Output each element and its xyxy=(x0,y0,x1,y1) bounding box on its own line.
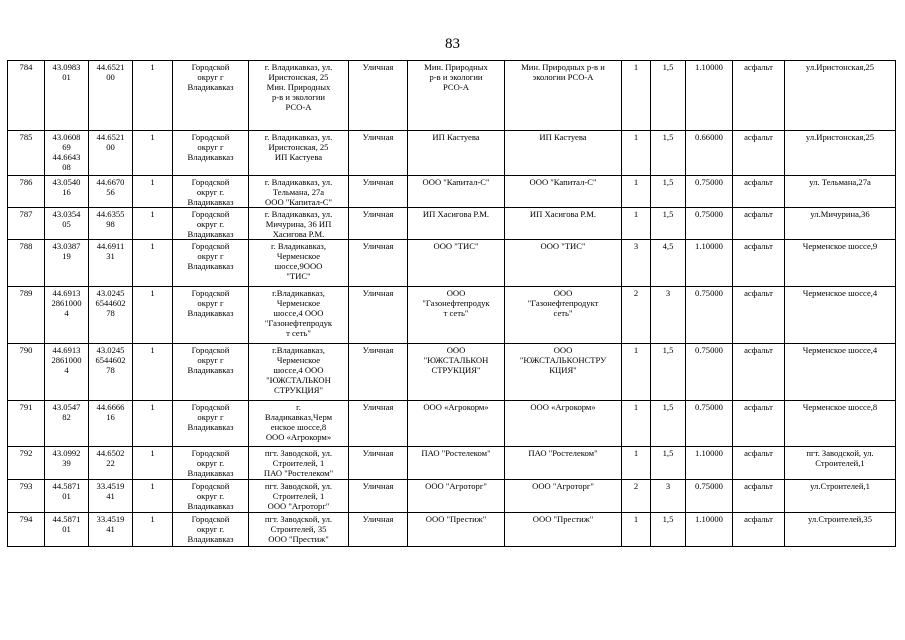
volume-cell: 1,5 xyxy=(651,61,686,131)
district-cell: Городской округ г. Владикавказ xyxy=(173,176,249,208)
site-count-cell: 1 xyxy=(133,61,173,131)
latitude-cell: 43.0983 01 xyxy=(45,61,89,131)
container-count-cell: 1 xyxy=(622,513,651,547)
container-count-cell: 1 xyxy=(622,401,651,447)
address-cell: г. Владикавказ, ул. Тельмана, 27а ООО "Капитал-С" xyxy=(249,176,349,208)
address-cell: пгт. Заводской, ул. Строителей, 1 ПАО "Ростелеком" xyxy=(249,447,349,480)
location-cell: ул.Мичурина,36 xyxy=(785,208,896,240)
row-number-cell: 786 xyxy=(8,176,45,208)
owner-cell: ООО "ЮЖСТАЛЬКОН СТРУКЦИЯ" xyxy=(408,344,505,401)
surface-cell: асфальт xyxy=(733,447,785,480)
capacity-cell: 0.75000 xyxy=(686,176,733,208)
capacity-cell: 0.75000 xyxy=(686,401,733,447)
capacity-cell: 1.10000 xyxy=(686,447,733,480)
site-type-cell: Уличная xyxy=(349,208,408,240)
volume-cell: 1,5 xyxy=(651,401,686,447)
operator-cell: ООО «Агрокорм» xyxy=(505,401,622,447)
owner-cell: ООО "Агроторг" xyxy=(408,480,505,513)
site-type-cell: Уличная xyxy=(349,447,408,480)
owner-cell: ИП Кастуева xyxy=(408,131,505,176)
operator-cell: ООО "Престиж" xyxy=(505,513,622,547)
container-count-cell: 1 xyxy=(622,344,651,401)
volume-cell: 1,5 xyxy=(651,447,686,480)
location-cell: ул.Строителей,1 xyxy=(785,480,896,513)
operator-cell: ООО "Газонефтепродукт сеть" xyxy=(505,287,622,344)
longitude-cell: 33.4519 41 xyxy=(89,513,133,547)
site-count-cell: 1 xyxy=(133,287,173,344)
table-row xyxy=(8,176,896,208)
location-cell: Черменское шоссе,4 xyxy=(785,344,896,401)
capacity-cell: 0.75000 xyxy=(686,287,733,344)
longitude-cell: 33.4519 41 xyxy=(89,480,133,513)
district-cell: Городской округ г Владикавказ xyxy=(173,401,249,447)
volume-cell: 1,5 xyxy=(651,131,686,176)
capacity-cell: 0.66000 xyxy=(686,131,733,176)
address-cell: пгт. Заводской, ул. Строителей, 35 ООО "Престиж" xyxy=(249,513,349,547)
row-number-cell: 791 xyxy=(8,401,45,447)
site-count-cell: 1 xyxy=(133,176,173,208)
row-number-cell: 789 xyxy=(8,287,45,344)
site-type-cell: Уличная xyxy=(349,176,408,208)
row-number-cell: 794 xyxy=(8,513,45,547)
owner-cell: ООО "Капитал-С" xyxy=(408,176,505,208)
longitude-cell: 44.6502 22 xyxy=(89,447,133,480)
latitude-cell: 44.6913 2861000 4 xyxy=(45,344,89,401)
capacity-cell: 0.75000 xyxy=(686,344,733,401)
container-count-cell: 1 xyxy=(622,131,651,176)
owner-cell: ООО "Газонефтепродук т сеть" xyxy=(408,287,505,344)
container-count-cell: 2 xyxy=(622,287,651,344)
site-count-cell: 1 xyxy=(133,480,173,513)
surface-cell: асфальт xyxy=(733,480,785,513)
longitude-cell: 44.6355 98 xyxy=(89,208,133,240)
table-row xyxy=(8,344,896,401)
location-cell: Черменское шоссе,4 xyxy=(785,287,896,344)
surface-cell: асфальт xyxy=(733,240,785,287)
registry-table xyxy=(7,60,896,547)
location-cell: ул. Тельмана,27а xyxy=(785,176,896,208)
table-row xyxy=(8,208,896,240)
site-type-cell: Уличная xyxy=(349,513,408,547)
address-cell: г. Владикавказ, ул. Мичурина, 36 ИП Хасигова Р.М. xyxy=(249,208,349,240)
container-count-cell: 2 xyxy=(622,480,651,513)
owner-cell: ООО "ТИС" xyxy=(408,240,505,287)
site-type-cell: Уличная xyxy=(349,480,408,513)
latitude-cell: 43.0387 19 xyxy=(45,240,89,287)
owner-cell: ИП Хасигова Р.М. xyxy=(408,208,505,240)
address-cell: г. Владикавказ, ул. Иристонская, 25 Мин. Природных р-в и экологии РСО-А xyxy=(249,61,349,131)
row-number-cell: 785 xyxy=(8,131,45,176)
volume-cell: 3 xyxy=(651,480,686,513)
table-row xyxy=(8,480,896,513)
volume-cell: 4,5 xyxy=(651,240,686,287)
registry-table-body xyxy=(8,61,896,547)
owner-cell: ООО "Престиж" xyxy=(408,513,505,547)
operator-cell: Мин. Природных р-в и экологии РСО-А xyxy=(505,61,622,131)
site-type-cell: Уличная xyxy=(349,240,408,287)
longitude-cell: 44.6670 56 xyxy=(89,176,133,208)
operator-cell: ООО "Агроторг" xyxy=(505,480,622,513)
table-row xyxy=(8,240,896,287)
table-row xyxy=(8,513,896,547)
surface-cell: асфальт xyxy=(733,61,785,131)
volume-cell: 1,5 xyxy=(651,513,686,547)
row-number-cell: 784 xyxy=(8,61,45,131)
operator-cell: ПАО "Ростелеком" xyxy=(505,447,622,480)
operator-cell: ИП Кастуева xyxy=(505,131,622,176)
site-type-cell: Уличная xyxy=(349,131,408,176)
container-count-cell: 1 xyxy=(622,447,651,480)
surface-cell: асфальт xyxy=(733,344,785,401)
district-cell: Городской округ г Владикавказ xyxy=(173,344,249,401)
longitude-cell: 44.6521 00 xyxy=(89,61,133,131)
location-cell: пгт. Заводской, ул. Строителей,1 xyxy=(785,447,896,480)
address-cell: пгт. Заводской, ул. Строителей, 1 ООО "Агроторг" xyxy=(249,480,349,513)
surface-cell: асфальт xyxy=(733,176,785,208)
capacity-cell: 0.75000 xyxy=(686,480,733,513)
latitude-cell: 43.0608 69 44.6643 08 xyxy=(45,131,89,176)
location-cell: Черменское шоссе,9 xyxy=(785,240,896,287)
latitude-cell: 44.5871 01 xyxy=(45,513,89,547)
location-cell: Черменское шоссе,8 xyxy=(785,401,896,447)
site-count-cell: 1 xyxy=(133,513,173,547)
site-count-cell: 1 xyxy=(133,344,173,401)
operator-cell: ООО "ЮЖСТАЛЬКОНСТРУ КЦИЯ" xyxy=(505,344,622,401)
owner-cell: ПАО "Ростелеком" xyxy=(408,447,505,480)
row-number-cell: 792 xyxy=(8,447,45,480)
location-cell: ул.Иристонская,25 xyxy=(785,131,896,176)
latitude-cell: 43.0547 82 xyxy=(45,401,89,447)
row-number-cell: 787 xyxy=(8,208,45,240)
latitude-cell: 43.0354 05 xyxy=(45,208,89,240)
latitude-cell: 43.0992 39 xyxy=(45,447,89,480)
table-row xyxy=(8,131,896,176)
district-cell: Городской округ г Владикавказ xyxy=(173,287,249,344)
volume-cell: 1,5 xyxy=(651,344,686,401)
page-number: 83 xyxy=(445,36,460,52)
location-cell: ул.Иристонская,25 xyxy=(785,61,896,131)
longitude-cell: 44.6666 16 xyxy=(89,401,133,447)
district-cell: Городской округ г Владикавказ xyxy=(173,131,249,176)
address-cell: г. Владикавказ,Черм енское шоссе,8 ООО «Агрокорм» xyxy=(249,401,349,447)
volume-cell: 1,5 xyxy=(651,208,686,240)
district-cell: Городской округ г. Владикавказ xyxy=(173,208,249,240)
volume-cell: 3 xyxy=(651,287,686,344)
longitude-cell: 43.0245 6544602 78 xyxy=(89,287,133,344)
site-count-cell: 1 xyxy=(133,401,173,447)
container-count-cell: 1 xyxy=(622,176,651,208)
row-number-cell: 793 xyxy=(8,480,45,513)
table-row xyxy=(8,401,896,447)
address-cell: г.Владикавказ, Черменское шоссе,4 ООО "Газонефтепродук т сеть" xyxy=(249,287,349,344)
operator-cell: ООО "Капитал-С" xyxy=(505,176,622,208)
latitude-cell: 44.5871 01 xyxy=(45,480,89,513)
operator-cell: ИП Хасигова Р.М. xyxy=(505,208,622,240)
capacity-cell: 1.10000 xyxy=(686,513,733,547)
address-cell: г. Владикавказ, ул. Иристонская, 25 ИП Кастуева xyxy=(249,131,349,176)
capacity-cell: 1.10000 xyxy=(686,61,733,131)
site-count-cell: 1 xyxy=(133,240,173,287)
container-count-cell: 1 xyxy=(622,61,651,131)
row-number-cell: 788 xyxy=(8,240,45,287)
latitude-cell: 44.6913 2861000 4 xyxy=(45,287,89,344)
district-cell: Городской округ г. Владикавказ xyxy=(173,513,249,547)
site-type-cell: Уличная xyxy=(349,287,408,344)
surface-cell: асфальт xyxy=(733,131,785,176)
row-number-cell: 790 xyxy=(8,344,45,401)
surface-cell: асфальт xyxy=(733,513,785,547)
table-row xyxy=(8,287,896,344)
district-cell: Городской округ г Владикавказ xyxy=(173,240,249,287)
address-cell: г.Владикавказ, Черменское шоссе,4 ООО "ЮЖСТАЛЬКОН СТРУКЦИЯ" xyxy=(249,344,349,401)
capacity-cell: 1.10000 xyxy=(686,240,733,287)
district-cell: Городской округ г. Владикавказ xyxy=(173,447,249,480)
surface-cell: асфальт xyxy=(733,208,785,240)
district-cell: Городской округ г. Владикавказ xyxy=(173,480,249,513)
longitude-cell: 44.6521 00 xyxy=(89,131,133,176)
site-count-cell: 1 xyxy=(133,208,173,240)
site-type-cell: Уличная xyxy=(349,344,408,401)
surface-cell: асфальт xyxy=(733,287,785,344)
owner-cell: Мин. Природных р-в и экологии РСО-А xyxy=(408,61,505,131)
table-row xyxy=(8,61,896,131)
address-cell: г. Владикавказ, Черменское шоссе,9ООО "ТИС" xyxy=(249,240,349,287)
operator-cell: ООО "ТИС" xyxy=(505,240,622,287)
site-type-cell: Уличная xyxy=(349,401,408,447)
site-count-cell: 1 xyxy=(133,131,173,176)
latitude-cell: 43.0540 16 xyxy=(45,176,89,208)
longitude-cell: 43.0245 6544602 78 xyxy=(89,344,133,401)
site-count-cell: 1 xyxy=(133,447,173,480)
volume-cell: 1,5 xyxy=(651,176,686,208)
longitude-cell: 44.6911 31 xyxy=(89,240,133,287)
container-count-cell: 1 xyxy=(622,208,651,240)
location-cell: ул.Строителей,35 xyxy=(785,513,896,547)
capacity-cell: 0.75000 xyxy=(686,208,733,240)
site-type-cell: Уличная xyxy=(349,61,408,131)
district-cell: Городской округ г Владикавказ xyxy=(173,61,249,131)
container-count-cell: 3 xyxy=(622,240,651,287)
surface-cell: асфальт xyxy=(733,401,785,447)
table-row xyxy=(8,447,896,480)
owner-cell: ООО «Агрокорм» xyxy=(408,401,505,447)
